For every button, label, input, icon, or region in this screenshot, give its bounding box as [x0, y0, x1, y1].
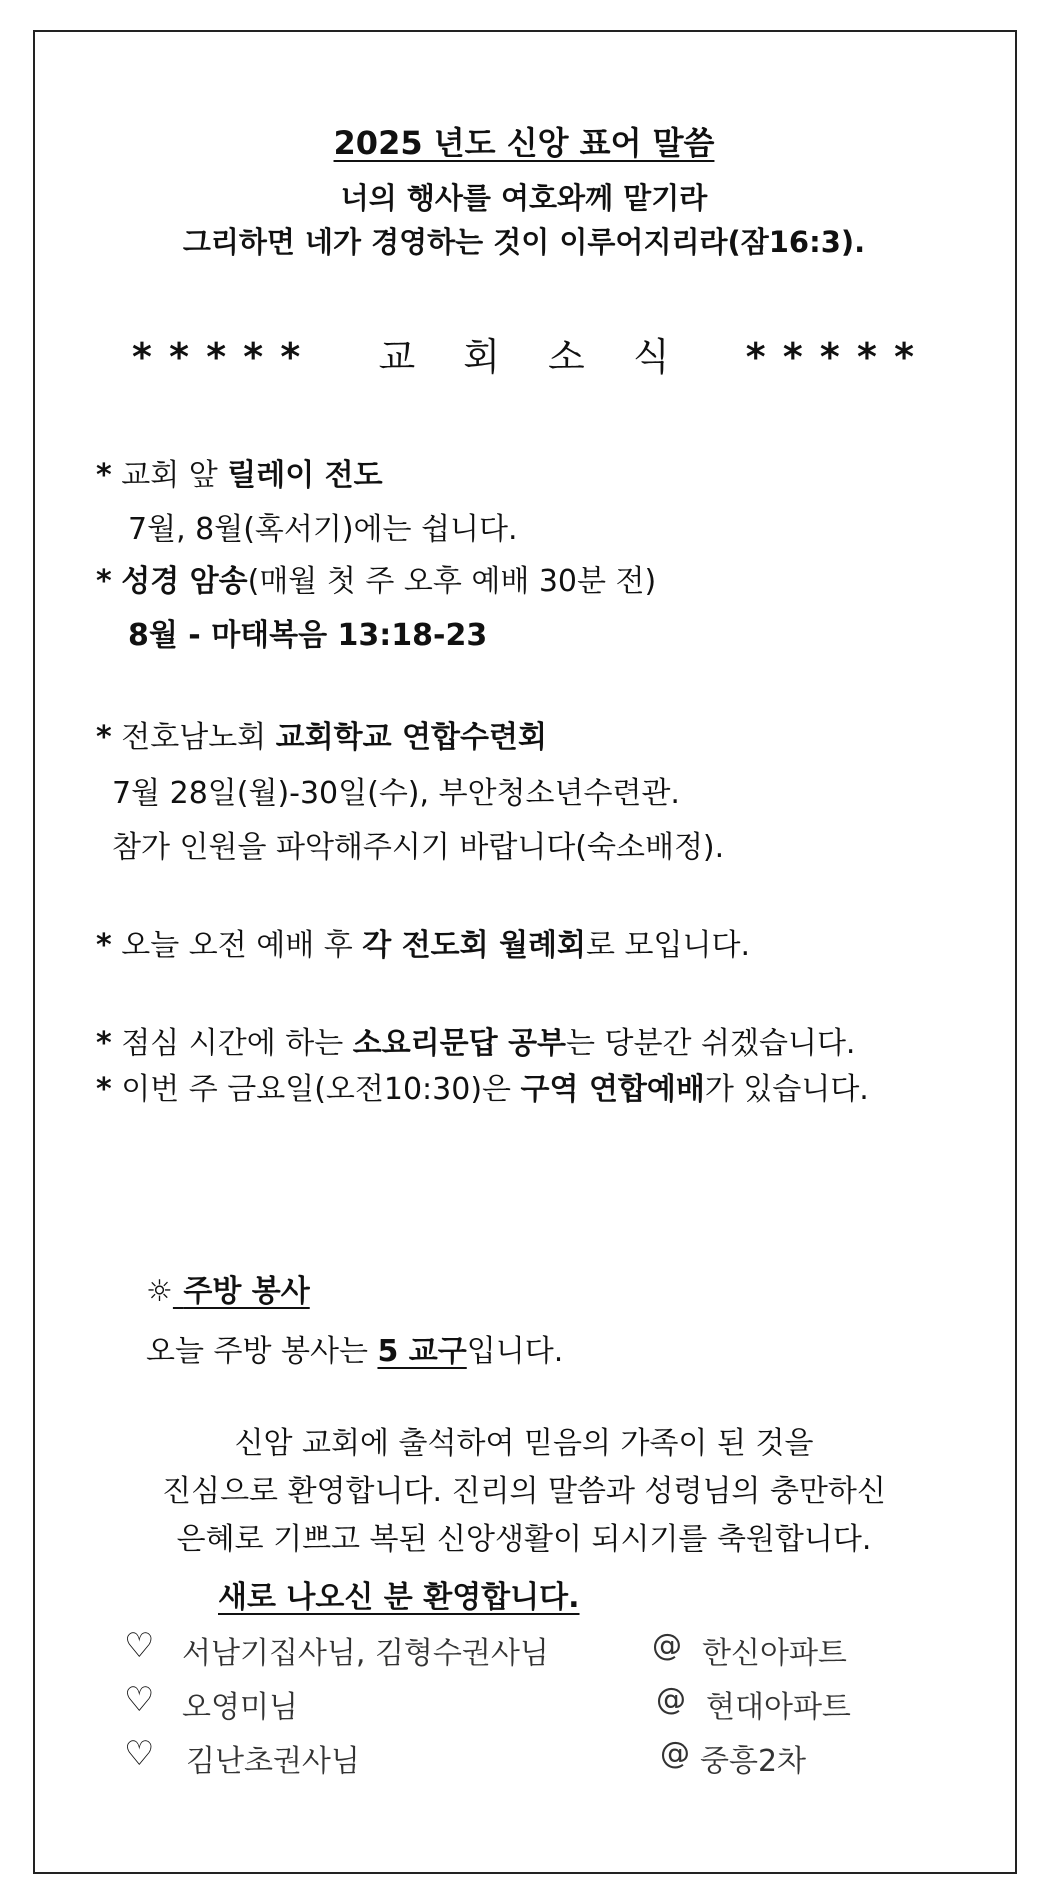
bullet: *: [96, 1026, 112, 1061]
newcomer-name: 김난초권사님: [186, 1744, 360, 1779]
heart-icon: ♡: [124, 1734, 155, 1774]
news-catechism-suffix: 는 당분간 쉬겠습니다.: [566, 1026, 856, 1061]
news-memorize: [96, 556, 656, 600]
news-memorize-suffix: (매월 첫 주 오후 예배 30분 전): [247, 564, 657, 599]
news-relay-bold: 릴레이 전도: [227, 458, 383, 493]
news-retreat: [96, 712, 547, 756]
news-relay-prefix: 교회 앞: [121, 458, 228, 493]
motto-title: 2025 년도 신앙 표어 말씀: [333, 124, 715, 162]
newcomer-name: 서남기집사님, 김형수권사님: [182, 1636, 549, 1671]
news-relay-detail: 7월, 8월(혹서기)에는 쉽니다.: [128, 512, 518, 547]
kitchen-title: 주방 봉사: [183, 1274, 310, 1309]
news-catechism-prefix: 점심 시간에 하는: [121, 1026, 353, 1061]
welcome-line-3: 은혜로 기쁘고 복된 신앙생활이 되시기를 축원합니다.: [176, 1522, 872, 1557]
bullet: *: [96, 720, 112, 755]
newcomer-place: 중흥2차: [700, 1744, 807, 1779]
at-symbol: @: [656, 1682, 686, 1717]
news-retreat-detail-1: 7월 28일(월)-30일(수), 부안청소년수련관.: [112, 776, 680, 811]
news-retreat-prefix: 전호남노회: [121, 720, 276, 755]
news-meeting: [96, 920, 750, 964]
news-meeting-bold: 각 전도회 월례회: [362, 928, 587, 963]
heart-icon: ♡: [124, 1626, 155, 1666]
banner-stars-right: * * * * *: [745, 335, 916, 379]
church-news-banner: [0, 326, 1048, 381]
newcomers-title: 새로 나오신 분 환영합니다.: [218, 1580, 580, 1615]
kitchen-heading: [146, 1266, 310, 1310]
newcomer-row: [124, 1734, 984, 1778]
news-meeting-prefix: 오늘 오전 예배 후: [121, 928, 363, 963]
welcome-line-1: 신암 교회에 출석하여 믿음의 가족이 된 것을: [234, 1426, 814, 1461]
bullet: *: [96, 928, 112, 963]
news-catechism-bold: 소요리문답 공부: [352, 1026, 567, 1061]
newcomer-row: [124, 1626, 984, 1670]
verse-line-1: 너의 행사를 여호와께 맡기라: [340, 181, 708, 215]
news-district-suffix: 가 있습니다.: [704, 1072, 869, 1107]
news-retreat-bold: 교회학교 연합수련회: [275, 720, 547, 755]
news-memorize-bold: 성경 암송: [121, 564, 248, 599]
at-symbol: @: [652, 1628, 682, 1663]
kitchen-detail: [146, 1326, 563, 1370]
banner-title: 교 회 소 식: [378, 335, 688, 379]
at-symbol: @: [660, 1736, 690, 1771]
newcomer-name: 오영미님: [182, 1690, 298, 1725]
kitchen-prefix: 오늘 주방 봉사는: [146, 1334, 378, 1369]
newcomer-place: 한신아파트: [702, 1636, 847, 1671]
sun-icon: ☼: [146, 1274, 173, 1309]
news-relay: [96, 450, 383, 494]
heart-icon: ♡: [124, 1680, 155, 1720]
news-district-bold: 구역 연합예배: [520, 1072, 705, 1107]
kitchen-district: 5 교구: [377, 1334, 467, 1369]
news-memorize-detail: 8월 - 마태복음 13:18-23: [128, 618, 488, 653]
news-district-prefix: 이번 주 금요일(오전10:30)은: [121, 1072, 521, 1107]
newcomer-row: [124, 1680, 984, 1724]
news-meeting-suffix: 로 모입니다.: [586, 928, 750, 963]
bullet: *: [96, 564, 112, 599]
news-retreat-detail-2: 참가 인원을 파악해주시기 바랍니다(숙소배정).: [112, 830, 725, 865]
banner-stars-left: * * * * *: [131, 335, 303, 379]
kitchen-suffix: 입니다.: [466, 1334, 564, 1369]
verse-line-2: 그리하면 네가 경영하는 것이 이루어지리라(잠16:3).: [182, 225, 866, 259]
news-district: [96, 1064, 869, 1108]
bullet: *: [96, 1072, 112, 1107]
welcome-line-2: 진심으로 환영합니다. 진리의 말씀과 성령님의 충만하신: [162, 1474, 886, 1509]
bullet: *: [96, 458, 112, 493]
newcomer-place: 현대아파트: [706, 1690, 851, 1725]
news-catechism: [96, 1018, 855, 1062]
